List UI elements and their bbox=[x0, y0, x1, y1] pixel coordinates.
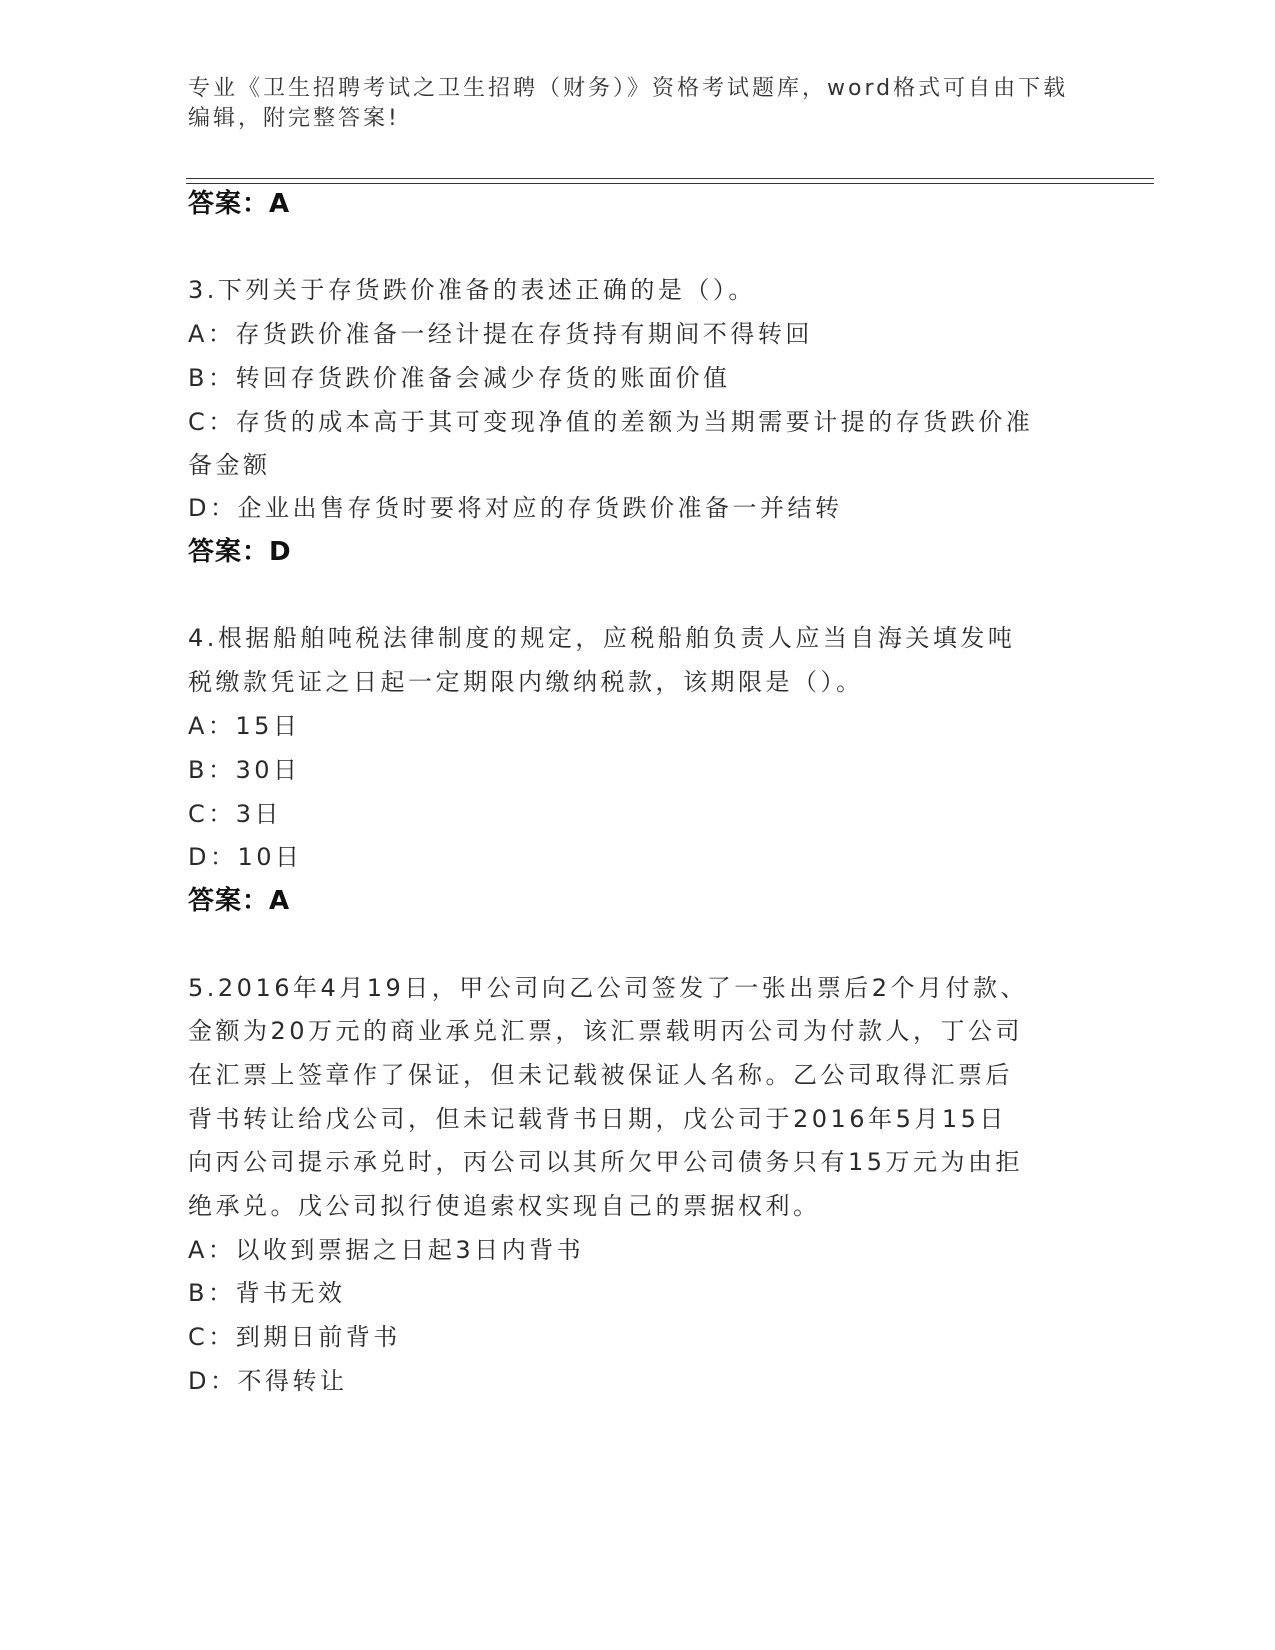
q5-option-b: B：背书无效 bbox=[188, 1279, 346, 1307]
q5-stem-line3: 在汇票上签章作了保证，但未记载被保证人名称。乙公司取得汇票后 bbox=[188, 1061, 1013, 1089]
prev-answer: 答案：A bbox=[188, 189, 291, 219]
q5-stem-line4: 背书转让给戊公司，但未记载背书日期，戊公司于2016年5月15日 bbox=[188, 1105, 1007, 1133]
header-divider-bottom bbox=[186, 183, 1154, 184]
q5-stem-line1: 5.2016年4月19日，甲公司向乙公司签发了一张出票后2个月付款、 bbox=[188, 974, 1029, 1002]
q5-stem-line5: 向丙公司提示承兑时，丙公司以其所欠甲公司债务只有15万元为由拒 bbox=[188, 1148, 1024, 1176]
q4-option-b: B：30日 bbox=[188, 756, 301, 784]
header-line-1: 专业《卫生招聘考试之卫生招聘（财务）》资格考试题库，word格式可自由下载 bbox=[188, 76, 1069, 101]
q5-stem-line2: 金额为20万元的商业承兑汇票，该汇票载明丙公司为付款人，丁公司 bbox=[188, 1017, 1024, 1045]
q3-stem: 3.下列关于存货跌价准备的表述正确的是（）。 bbox=[188, 276, 756, 304]
header-divider-top bbox=[186, 178, 1154, 179]
q5-stem-line6: 绝承兑。戊公司拟行使追索权实现自己的票据权利。 bbox=[188, 1192, 821, 1220]
q4-stem-line1: 4.根据船舶吨税法律制度的规定，应税船舶负责人应当自海关填发吨 bbox=[188, 624, 1016, 652]
q3-option-d: D：企业出售存货时要将对应的存货跌价准备一并结转 bbox=[188, 494, 843, 522]
q4-option-c: C：3日 bbox=[188, 800, 283, 828]
header-line-2: 编辑，附完整答案! bbox=[188, 106, 400, 131]
q4-stem-line2: 税缴款凭证之日起一定期限内缴纳税款，该期限是（）。 bbox=[188, 668, 864, 696]
q4-option-d: D：10日 bbox=[188, 843, 303, 871]
q3-answer: 答案：D bbox=[188, 537, 292, 567]
document-header bbox=[188, 74, 1088, 134]
q3-option-c-line2: 备金额 bbox=[188, 451, 271, 479]
q5-option-d: D：不得转让 bbox=[188, 1367, 348, 1395]
q4-option-a: A：15日 bbox=[188, 712, 301, 740]
q3-option-b: B：转回存货跌价准备会减少存货的账面价值 bbox=[188, 364, 731, 392]
q5-option-c: C：到期日前背书 bbox=[188, 1323, 401, 1351]
q5-option-a: A：以收到票据之日起3日内背书 bbox=[188, 1236, 585, 1264]
q3-option-c-line1: C：存货的成本高于其可变现净值的差额为当期需要计提的存货跌价准 bbox=[188, 408, 1034, 436]
q4-answer: 答案：A bbox=[188, 886, 291, 916]
q3-option-a: A：存货跌价准备一经计提在存货持有期间不得转回 bbox=[188, 320, 813, 348]
